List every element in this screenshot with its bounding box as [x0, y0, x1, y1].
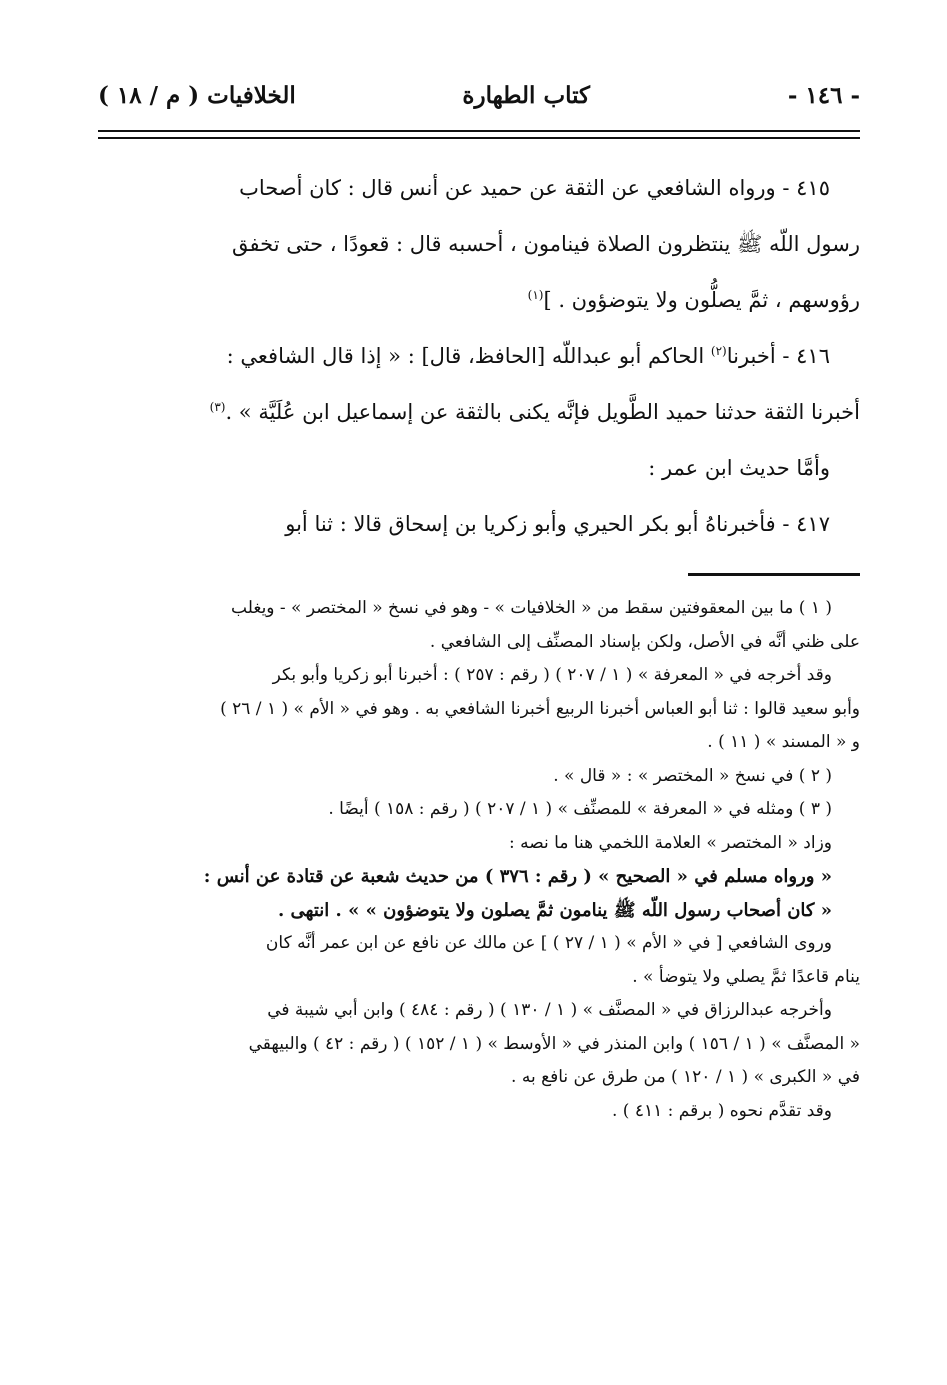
hadith-415-line-2: رسول اللّه ﷺ ينتظرون الصلاة فينامون ، أحسبه قال : قعودًا ، حتى تخفق [232, 232, 860, 256]
footnote-3-muslim-quote-1: « ورواه مسلم في « الصحيح » ( رقم : ٣٧٦ ) من حديث شعبة عن قتادة عن أنس : [203, 866, 832, 887]
hadith-417-line-1: ٤١٧ - فأخبرناهُ أبو بكر الحيري وأبو زكريا بن إسحاق قالا : ثنا أبو [285, 512, 830, 536]
hadith-416-line-2-text: أخبرنا الثقة حدثنا حميد الطَّويل فإنَّه يكنى بالثقة عن إسماعيل ابن عُلَيَّة » . [225, 400, 860, 424]
hadith-416-line-1 [100, 328, 860, 384]
footnote-3-line-5: وروى الشافعي [ في « الأم » ( ١ / ٢٧ ) ] عن مالك عن نافع عن ابن عمر أنَّه كان [265, 933, 832, 953]
footnotes [100, 592, 860, 1128]
volume-label: الخلافيات ( م / ١٨ ) [98, 82, 296, 109]
footnote-3-line-7: وأخرجه عبدالرزاق في « المصنَّف » ( ١ / ١٣٠ ) ( رقم : ٤٨٤ ) وابن أبي شيبة في [267, 1000, 832, 1020]
hadith-416-line-1b: الحاكم أبو عبداللّه [الحافظ، قال] : « إذا قال الشافعي : [226, 344, 711, 368]
footnote-3-line-2: وزاد « المختصر » العلامة اللخمي هنا ما نصه : [509, 832, 832, 853]
footnote-3-line-8: « المصنَّف » ( ١ / ١٥٦ ) وابن المنذر في « الأوسط » ( ١ / ١٥٢ ) ( رقم : ٤٢ ) والبيهقي [248, 1033, 860, 1054]
hadith-415-line-3 [100, 272, 860, 328]
footnote-1-line-2: على ظني أنَّه في الأصل، ولكن بإسناد المصنِّف إلى الشافعي . [429, 631, 860, 652]
footnote-1-line-1: ( ١ ) ما بين المعقوفتين سقط من « الخلافيات » - وهو في نسخ « المختصر » - ويغلب [231, 598, 832, 618]
footnote-3-line-6: ينام قاعدًا ثمَّ يصلي ولا يتوضأ » . [632, 966, 860, 987]
hadith-416-line-2 [100, 384, 860, 440]
footnote-1-line-5: و « المسند » ( ١١ ) . [707, 732, 860, 752]
footnote-3-line-10: وقد تقدَّم نحوه ( برقم : ٤١١ ) . [611, 1100, 832, 1121]
footnote-3-muslim-quote-2: « كان أصحاب رسول اللّه ﷺ ينامون ثمَّ يصلون ولا يتوضؤون » » . انتهى . [278, 899, 832, 921]
footnote-3-line-1: ( ٣ ) ومثله في « المعرفة » للمصنِّف » ( ١ / ٢٠٧ ) ( رقم : ١٥٨ ) أيضًا . [328, 799, 832, 819]
hadith-416-line-1a: ٤١٦ - أخبرنا [726, 344, 830, 368]
footnote-2: ( ٢ ) في نسخ « المختصر » : « قال » . [553, 765, 832, 786]
footnote-1-line-4: وأبو سعيد قالوا : ثنا أبو العباس أخبرنا الربيع أخبرنا الشافعي به . وهو في « الأم » ( ١ / ٢٦ ) [220, 698, 860, 719]
page-number: - ١٤٦ - [787, 82, 860, 109]
header-rule-bottom [98, 137, 860, 139]
hadith-415-line-3-text: رؤوسهم ، ثمَّ يصلُّون ولا يتوضؤون . ] [543, 288, 860, 312]
footnote-1-line-3: وقد أخرجه في « المعرفة » ( ١ / ٢٠٧ ) ( رقم : ٢٥٧ ) : أخبرنا أبو زكريا وأبو بكر [272, 665, 832, 685]
header-rule-top [98, 130, 860, 132]
footnote-separator [688, 573, 860, 576]
footnote-ref-2: (٢) [710, 344, 727, 358]
hadith-415-line-1: ٤١٥ - ورواه الشافعي عن الثقة عن حميد عن أنس قال : كان أصحاب [239, 176, 830, 200]
main-text [100, 160, 860, 552]
footnote-ref-3: (٣) [209, 400, 226, 414]
footnote-3-line-9: في « الكبرى » ( ١ / ١٢٠ ) من طرق عن نافع به . [511, 1067, 860, 1087]
ibn-umar-heading: وأمَّا حديث ابن عمر : [648, 456, 830, 480]
book-title: كتاب الطهارة [462, 82, 590, 109]
footnote-ref-1: (١) [527, 288, 544, 302]
page-header [98, 78, 860, 118]
